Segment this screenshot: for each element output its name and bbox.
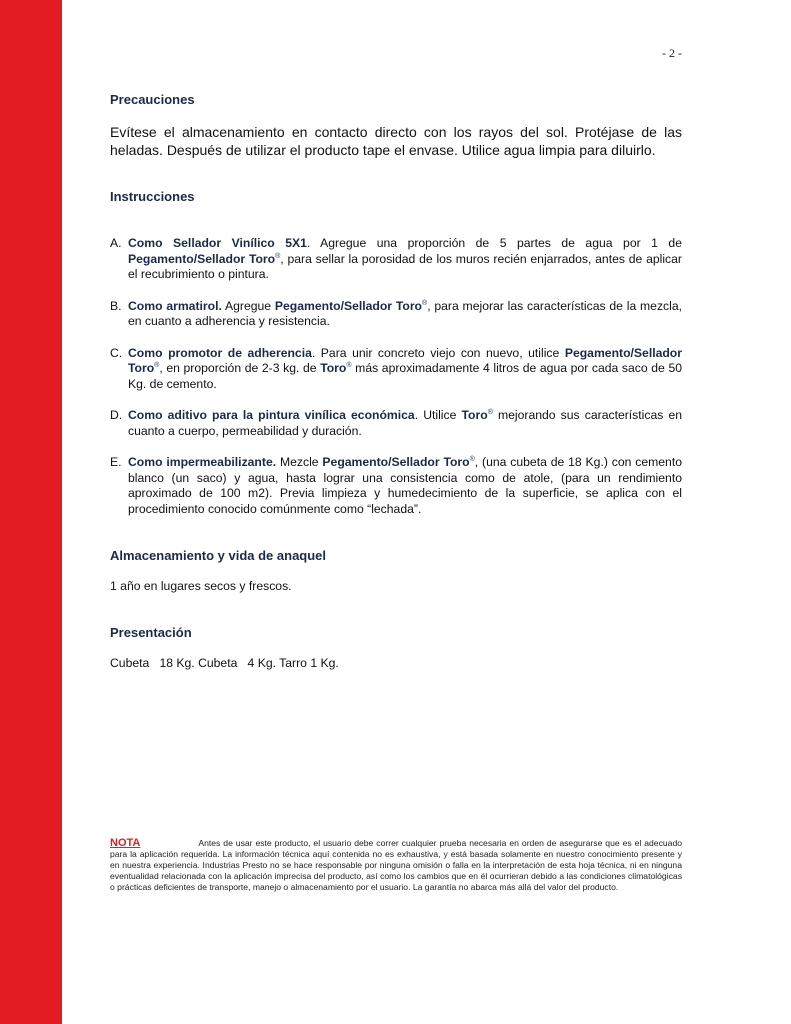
registered-mark: ® [422, 299, 428, 307]
item-text: . Para unir concreto viejo con nuevo, utilice [311, 345, 565, 360]
instruction-item-c [110, 346, 682, 393]
instruction-item-d [110, 408, 682, 439]
disclaimer-note [110, 838, 682, 893]
registered-mark: ® [154, 361, 160, 369]
item-text: . Utilice [414, 408, 462, 422]
item-letter: D. [110, 408, 123, 422]
item-title: Como armatirol. [128, 298, 222, 313]
page-number: - 2 - [662, 46, 682, 60]
item-letter: A. [110, 236, 122, 250]
item-text: , para mejorar las características de la mezcla, en cuanto a adherencia y resistencia. [128, 298, 682, 328]
item-text: , (una cubeta de 18 Kg.) con cemento blanco (un saco) y agua, hasta lograr una consistencia como de atole, (para un rendimiento aproximado de 100 m2). Previa limpieza y humedecimiento de la superficie, se aplica con el procedimiento conocido comúnmente como “lechada”. [128, 455, 682, 516]
product-name: Pegamento/Sellador Toro [274, 298, 423, 313]
item-letter: C. [110, 345, 123, 360]
product-name: Toro [320, 361, 347, 375]
item-text: . Agregue una proporción de 5 partes de agua por 1 de [306, 236, 682, 250]
instructions-list [110, 236, 682, 533]
item-text: mejorando sus características en cuanto a cuerpo, permeabilidad y duración. [128, 408, 682, 438]
nota-text: Antes de usar este producto, el usuario debe correr cualquier prueba necesaria en orden de asegurarse que es el adecuado para la aplicación requerida. La información técnica aquí contenida no es exhaustiva, y está basada solamente en nuestro conocimiento presente y en nuestra experiencia. Industrias Presto no se hace responsable por ninguna omisión o falla en la interpretación de esta hoja técnica, ni en ninguna eventualidad relacionada con la aplicación imprecisa del producto, así como los cambios que en él ocurrieran debido a las condiciones climatológicas o prácticas deficientes de transporte, manejo o almacenamiento por el usuario. La garantía no abarca más allá del valor del producto. [110, 838, 682, 892]
item-text: Mezcle [276, 455, 323, 469]
product-name: Pegamento/Sellador Toro [128, 345, 682, 375]
item-text: más aproximadamente 4 litros de agua por cada saco de 50 Kg. de cemento. [128, 361, 683, 391]
instruction-item-a [110, 236, 682, 283]
presentacion-text: Cubeta 18 Kg. Cubeta 4 Kg. Tarro 1 Kg. [110, 656, 339, 670]
item-text: , en proporción de 2-3 kg. de [159, 361, 321, 375]
item-title: Como impermeabilizante. [128, 455, 277, 469]
heading-precauciones: Precauciones [110, 92, 195, 107]
registered-mark: ® [487, 408, 493, 416]
red-side-bar [0, 0, 62, 1024]
item-text: , para sellar la porosidad de los muros recién enjarrados, antes de aplicar el recubrimiento o pintura. [128, 251, 682, 281]
product-name: Toro [461, 408, 488, 422]
item-title: Como promotor de adherencia [128, 345, 312, 360]
registered-mark: ® [469, 455, 475, 463]
nota-label: NOTA [110, 837, 141, 849]
product-name: Pegamento/Sellador Toro [128, 251, 276, 266]
heading-almacenamiento: Almacenamiento y vida de anaquel [110, 548, 327, 563]
instruction-item-e [110, 455, 682, 517]
item-title: Como aditivo para la pintura vinílica económica [128, 408, 415, 422]
registered-mark: ® [346, 361, 352, 369]
item-title: Como Sellador Vinílico 5X1 [128, 236, 307, 250]
heading-instrucciones: Instrucciones [110, 189, 195, 204]
product-name: Pegamento/Sellador Toro [322, 455, 470, 469]
almacenamiento-text: 1 año en lugares secos y frescos. [110, 579, 292, 593]
registered-mark: ® [275, 252, 281, 260]
precauciones-text: Evítese el almacenamiento en contacto directo con los rayos del sol. Protéjase de las heladas. Después de utilizar el producto tape el envase. Utilice agua limpia para diluirlo. [110, 124, 682, 158]
instruction-item-b [110, 299, 682, 330]
item-letter: E. [110, 455, 122, 469]
item-text: Agregue [221, 298, 275, 313]
heading-presentacion: Presentación [110, 625, 192, 640]
item-letter: B. [110, 298, 122, 313]
